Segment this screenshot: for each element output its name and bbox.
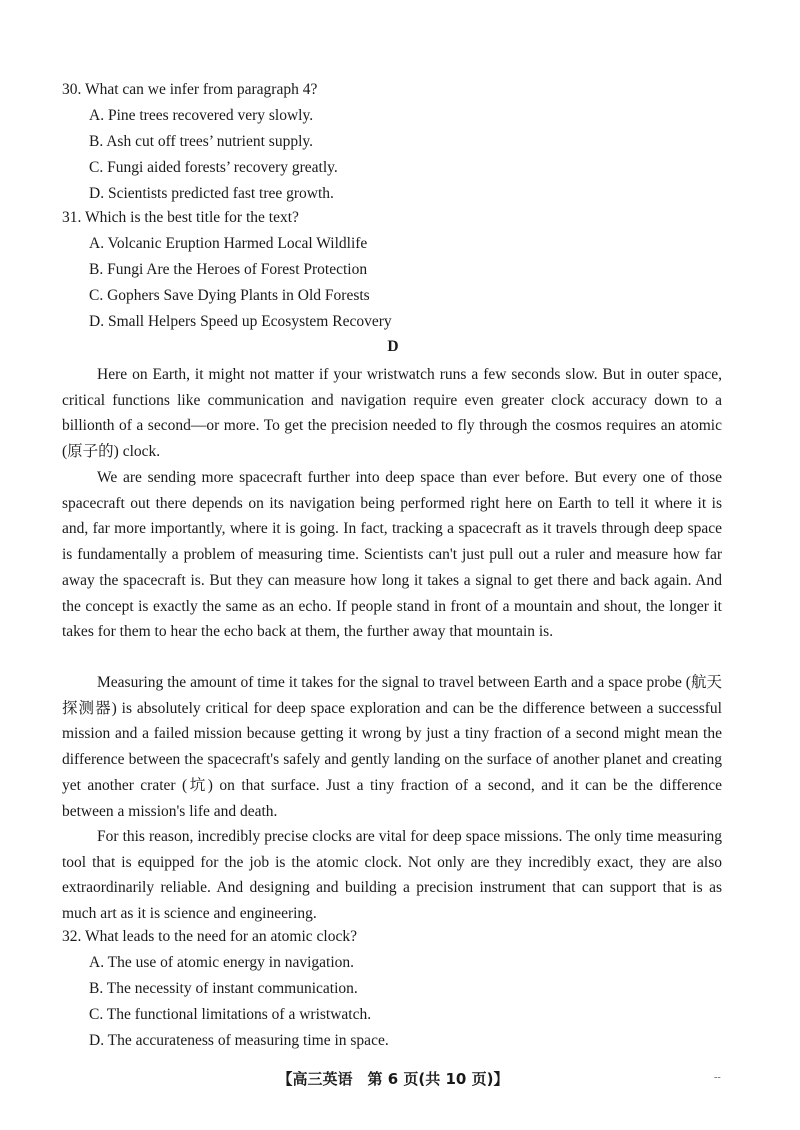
question-31-option-c: C. Gophers Save Dying Plants in Old Forests [89, 287, 370, 304]
question-32-option-d: D. The accurateness of measuring time in space. [89, 1032, 389, 1049]
question-30-option-c: C. Fungi aided forests’ recovery greatly. [89, 159, 338, 176]
question-30-stem: 30. What can we infer from paragraph 4? [62, 81, 318, 98]
passage-paragraph-4: For this reason, incredibly precise clocks are vital for deep space missions. The only time measuring tool that is equipped for the job is the atomic clock. Not only are they incredibly exact, they are also extraordinarily reliable. And designing and building a precision instrument that can support that is as much art as it is science and engineering. [62, 828, 722, 923]
question-30-option-b: B. Ash cut off trees’ nutrient supply. [89, 133, 314, 150]
question-32-stem: 32. What leads to the need for an atomic clock? [62, 928, 357, 945]
page-footer: 【高三英语 第 6 页(共 10 页)】 [277, 1070, 509, 1088]
question-31-option-a: A. Volcanic Eruption Harmed Local Wildlife [89, 235, 368, 252]
question-31-stem: 31. Which is the best title for the text? [62, 209, 299, 226]
passage-paragraph-2: We are sending more spacecraft further into deep space than ever before. But every one of those spacecraft out there depends on its navigation being performed right here on Earth to tell it where it is and, far more importantly, where it is going. In fact, tracking a spacecraft as it travels through deep space is fundamentally a problem of measuring time. Scientists can't just pull out a ruler and measure how far away the spacecraft is. But they can measure how long it takes a signal to get there and back again. And the concept is exactly the same as an echo. If people stand in front of a mountain and shout, the longer it takes for them to hear the echo back at them, the further away that mountain is. [62, 469, 722, 641]
passage-paragraph-1: Here on Earth, it might not matter if your wristwatch runs a few seconds slow. But in outer space, critical functions like communication and navigation require even greater clock accuracy down to a billionth of a second—or more. To get the precision needed to fly through the cosmos requires an atomic (原子的) clock. [62, 366, 722, 461]
question-31-option-b: B. Fungi Are the Heroes of Forest Protection [89, 261, 368, 278]
section-heading: D [387, 338, 399, 355]
question-31-option-d: D. Small Helpers Speed up Ecosystem Recovery [89, 313, 392, 330]
question-32-option-a: A. The use of atomic energy in navigation. [89, 954, 355, 971]
question-32-option-c: C. The functional limitations of a wristwatch. [89, 1006, 372, 1023]
question-30-option-d: D. Scientists predicted fast tree growth. [89, 185, 334, 202]
passage-paragraph-3: Measuring the amount of time it takes for the signal to travel between Earth and a space probe (航天探测器) is absolutely critical for deep space exploration and can be the difference between a successful mission and a failed mission because getting it wrong by just a tiny fraction of a second might mean the difference between the spacecraft's safely and gently landing on the surface of another planet and creating yet another crater (坑) on that surface. Just a tiny fraction of a second, and it can be the difference between a mission's life and death. [62, 674, 722, 820]
question-32-option-b: B. The necessity of instant communication. [89, 980, 358, 997]
corner-mark: -- [714, 1072, 721, 1083]
question-30-option-a: A. Pine trees recovered very slowly. [89, 107, 314, 124]
